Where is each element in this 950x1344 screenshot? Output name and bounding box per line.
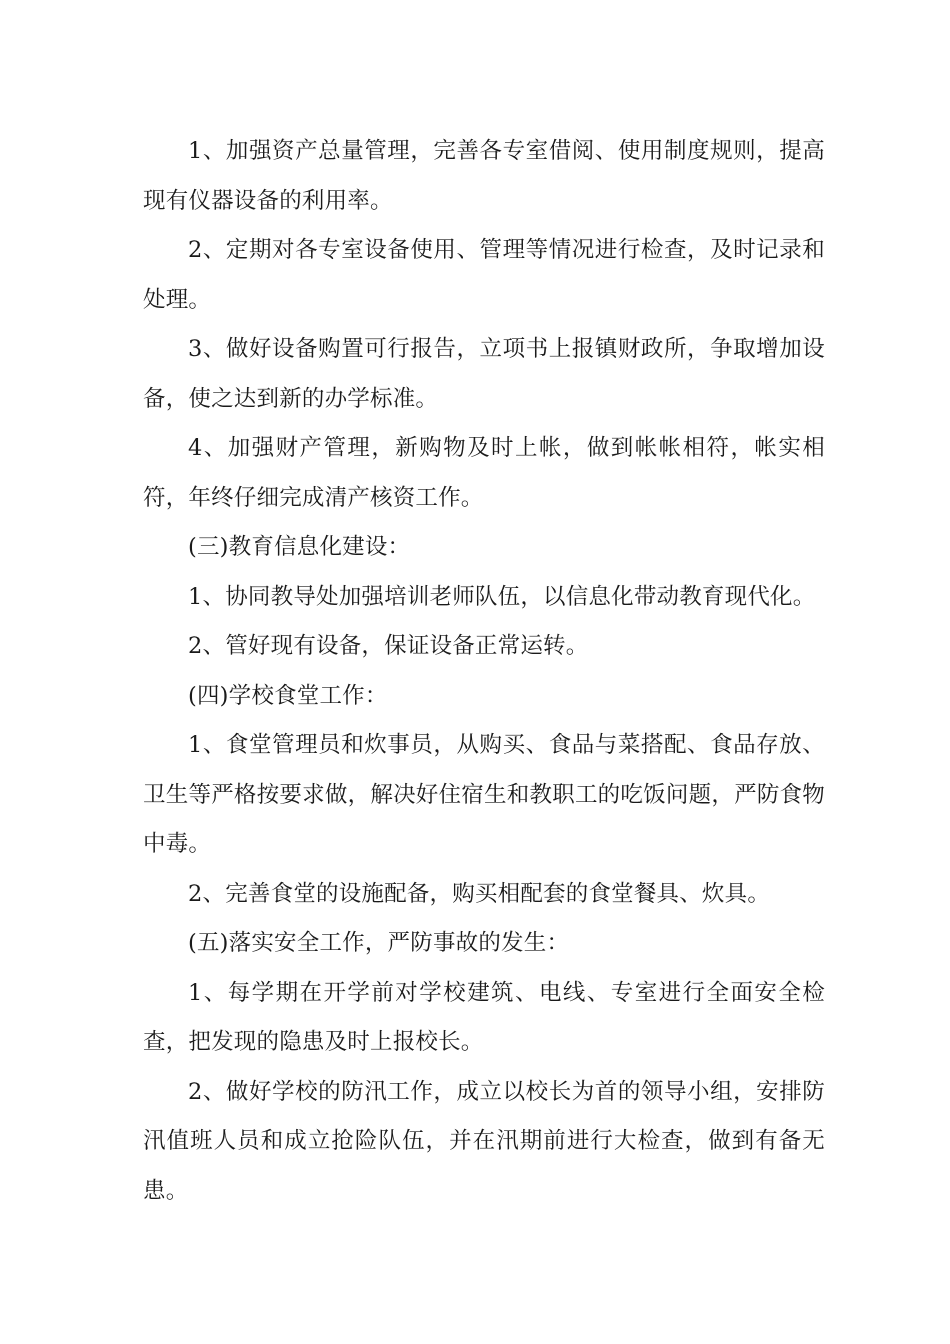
section-heading-informatization: (三)教育信息化建设： <box>188 534 411 560</box>
paragraph-property-management: 4、加强财产管理，新购物及时上帐，做到帐帐相符，帐实相符，年终仔细完成清产核资工作。 <box>143 435 825 511</box>
document-body <box>143 127 825 1216</box>
section-heading-canteen: (四)学校食堂工作： <box>188 682 388 709</box>
paragraph-periodic-inspection: 2、定期对各专室设备使用、管理等情况进行检查，及时记录和处理。 <box>143 237 825 313</box>
paragraph-flood-prevention: 2、做好学校的防汛工作，成立以校长为首的领导小组，安排防汛值班人员和成立抢险队伍，并在汛期前进行大检查，做到有备无患。 <box>143 1078 825 1204</box>
paragraph-safety-inspection: 1、每学期在开学前对学校建筑、电线、专室进行全面安全检查，把发现的隐患及时上报校长。 <box>143 979 825 1055</box>
paragraph-equipment-maintenance: 2、管好现有设备，保证设备正常运转。 <box>188 633 589 659</box>
paragraph-canteen-staff: 1、食堂管理员和炊事员，从购买、食品与菜搭配、食品存放、卫生等严格按要求做，解决好住宿生和教职工的吃饭问题，严防食物中毒。 <box>143 732 825 857</box>
paragraph-canteen-facilities: 2、完善食堂的设施配备，购买相配套的食堂餐具、炊具。 <box>188 880 771 907</box>
paragraph-asset-management: 1、加强资产总量管理，完善各专室借阅、使用制度规则，提高现有仪器设备的利用率。 <box>143 138 825 214</box>
paragraph-equipment-purchase: 3、做好设备购置可行报告，立项书上报镇财政所，争取增加设备，使之达到新的办学标准。 <box>143 336 825 412</box>
section-heading-safety: (五)落实安全工作，严防事故的发生： <box>188 930 570 956</box>
paragraph-teacher-training: 1、协同教导处加强培训老师队伍，以信息化带动教育现代化。 <box>188 583 816 610</box>
